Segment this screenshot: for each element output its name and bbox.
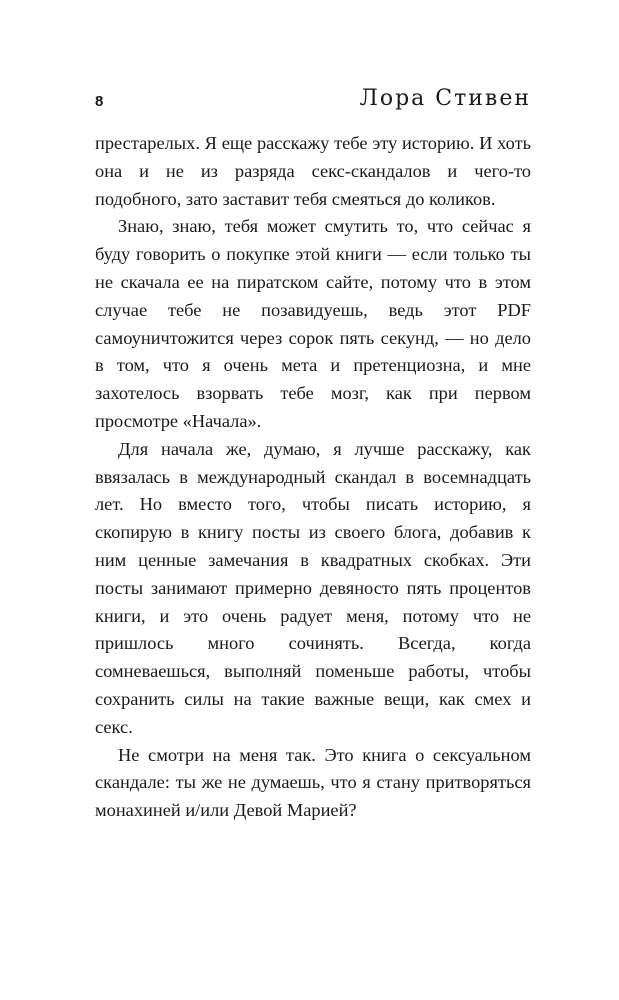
paragraph: престарелых. Я еще расскажу тебе эту историю. И хоть она и не из разряда секс-скандалов и чего-то подобного, зато заставит тебя смеяться до коликов. [95, 133, 531, 209]
paragraph: Не смотри на меня так. Это книга о сексуальном скандале: ты же не думаешь, что я стану притворяться монахиней и/или Девой Марией? [95, 744, 531, 821]
running-header [95, 86, 531, 116]
author-name: Лора Стивен [359, 86, 531, 111]
body-text [95, 130, 531, 825]
paragraph: Знаю, знаю, тебя может смутить то, что сейчас я буду говорить о покупке этой книги — если только ты не скачала ее на пиратском сайте, потому что в этом случае тебе не позавидуешь, ведь этот PDF самоуничтожится через сорок пять секунд, — но дело в том, что я очень мета и претенциозна, и мне захотелось взорвать тебе мозг, как при первом просмотре «Начала». [95, 216, 531, 431]
paragraph: Для начала же, думаю, я лучше расскажу, как ввязалась в международный скандал в восемнадцать лет. Но вместо того, чтобы писать историю, я скопирую в книгу посты из своего блога, добавив к ним ценные замечания в квадратных скобках. Эти посты занимают примерно девяносто пять процентов книги, и это очень радует меня, потому что не пришлось много сочинять. Всегда, когда сомневаешься, выполняй поменьше работы, чтобы сохранить силы на такие важные вещи, как смех и секс. [95, 438, 531, 737]
page-number: 8 [95, 93, 104, 110]
